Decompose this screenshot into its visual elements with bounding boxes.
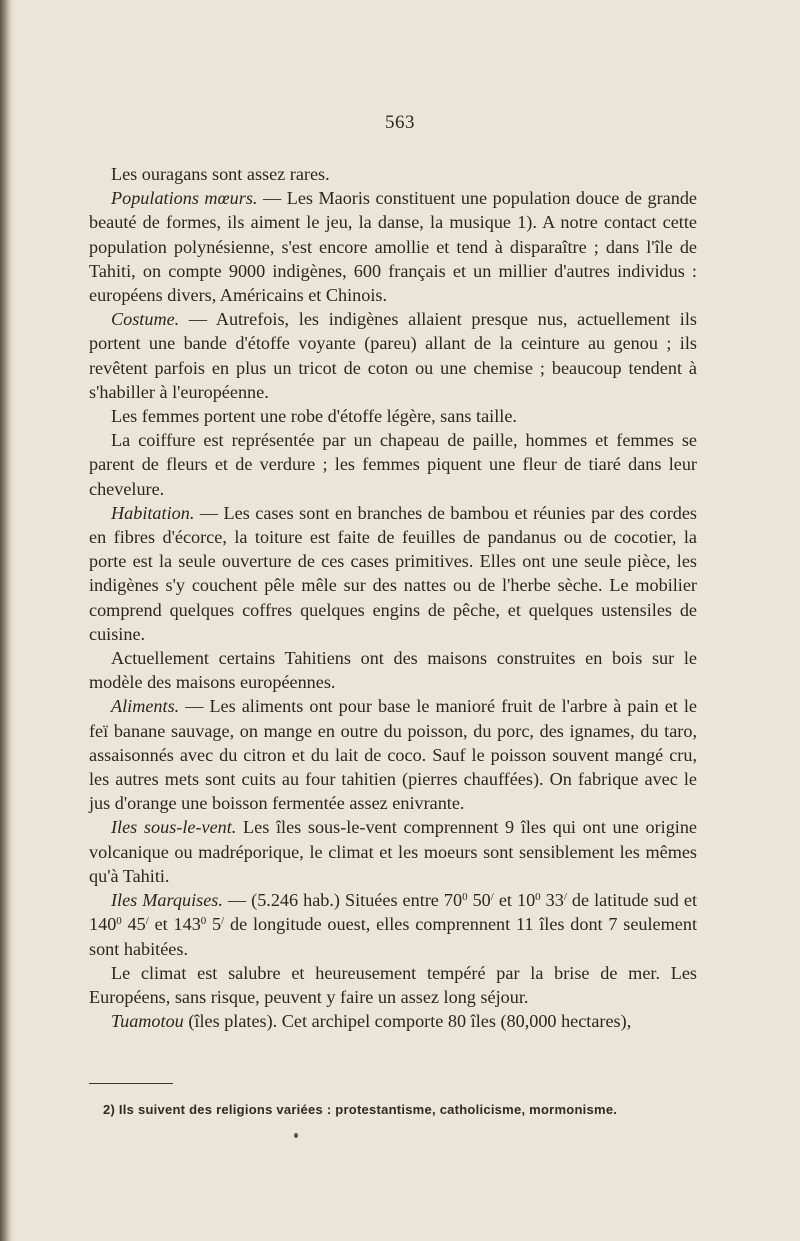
paragraph-iles-sous-le-vent: Iles sous-le-vent. Les îles sous-le-vent comprennent 9 îles qui ont une origine volcanique ou madréporique, le climat et les moeurs sont sensiblement les mêmes qu'à Tahiti. xyxy=(89,817,698,886)
page-number: 563 xyxy=(385,112,415,133)
body-text xyxy=(89,162,697,1033)
section-heading: Populations mœurs. xyxy=(111,188,258,209)
section-heading: Iles Marquises. xyxy=(111,890,223,911)
paragraph-coiffure: La coiffure est représentée par un chapeau de paille, hommes et femmes se parent de fleurs et de verdure ; les femmes piquent une fleur de tiaré dans leur chevelure. xyxy=(89,430,697,499)
ink-speck xyxy=(294,1133,298,1138)
paragraph-aliments: Aliments. — Les aliments ont pour base le manioré fruit de l'arbre à pain et le feï banane sauvage, on mange en outre du poisson, du porc, des ignames, du taro, assaisonnés avec du citron et du lait de coco. Sauf le poisson souvent mangé cru, les autres mets sont cuits au four tahitien (pierres chauffées). On fabrique avec le jus d'orange une boisson fermentée assez enivrante. xyxy=(89,696,697,814)
section-heading: Tuamotou xyxy=(111,1011,184,1032)
paragraph-iles-marquises: Iles Marquises. — (5.246 hab.) Situées entre $70^0$ 50/ et $10^0$ 33/ de latitude sud et $140^0$ 45/ et $143^0$ 5/ de longitude ouest, elles comprennent 11 îles dont 7 seulement sont habitées. xyxy=(89,890,698,959)
section-heading: Aliments. xyxy=(111,696,180,717)
page-edge-shadow xyxy=(0,0,14,1241)
paragraph-ouragans: Les ouragans sont assez rares. xyxy=(111,164,330,184)
paragraph-costume: Costume. — Autrefois, les indigènes allaient presque nus, actuellement ils portent une bande d'étoffe voyante (pareu) allant de la ceinture au genou ; ils revêtent parfois en plus un tricot de coton ou une chemise ; beaucoup tendent à s'habiller à l'européenne. xyxy=(89,309,697,402)
section-heading: Costume. xyxy=(111,309,180,330)
paragraph-climat: Le climat est salubre et heureusement tempéré par la brise de mer. Les Européens, sans risque, peuvent y faire un assez long séjour. xyxy=(89,962,697,1007)
paragraph-habitation: Habitation. — Les cases sont en branches de bambou et réunies par des cordes en fibres d'écorce, la toiture est faite de feuilles de pandanus ou de cocotier, la porte est la seule ouverture de ces cases primitives. Elles ont une seule pièce, les indigènes s'y couchent pêle mêle sur des nattes ou de l'herbe sèche. Le mobilier comprend quelques coffres quelques engins de pêche, et quelques ustensiles de cuisine. xyxy=(89,502,698,644)
paragraph-tuamotou: Tuamotou (îles plates). Cet archipel comporte 80 îles (80,000 hectares), xyxy=(111,1011,632,1032)
footnote: 2) Ils suivent des religions variées : protestantisme, catholicisme, mormonisme. xyxy=(103,1102,618,1117)
paragraph-femmes: Les femmes portent une robe d'étoffe légère, sans taille. xyxy=(111,406,517,427)
section-heading: Iles sous-le-vent. xyxy=(111,817,237,838)
section-heading: Habitation. xyxy=(111,502,195,523)
paragraph-maisons: Actuellement certains Tahitiens ont des maisons construites en bois sur le modèle des maisons européennes. xyxy=(89,648,697,693)
paragraph-populations: Populations mœurs. — Les Maoris constituent une population douce de grande beauté de formes, ils aiment le jeu, la danse, la musique 1). A notre contact cette population polynésienne, s'est encore amollie et tend à disparaître ; dans l'île de Tahiti, on compte 9000 indigènes, 600 français et un millier d'autres individus : européens divers, Américains et Chinois. xyxy=(89,188,697,306)
footnote-rule xyxy=(89,1083,173,1084)
